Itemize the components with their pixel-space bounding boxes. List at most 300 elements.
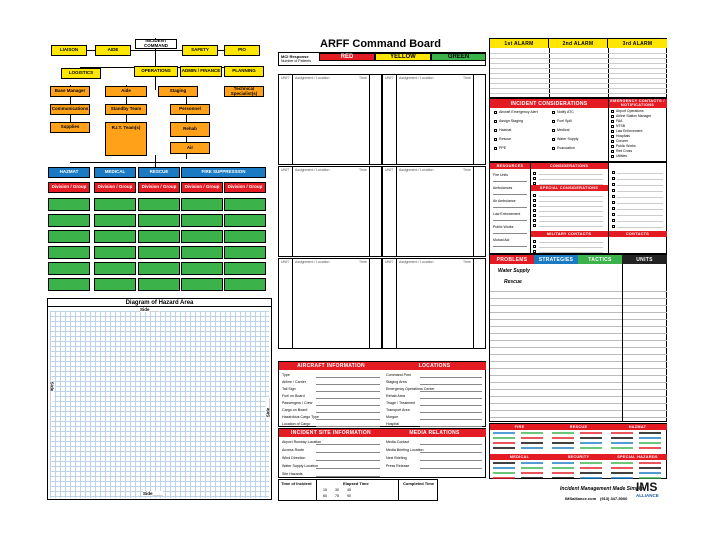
hazard-text-line: [580, 472, 602, 474]
unit-col-label: UNIT: [281, 76, 290, 80]
aircraft-locations-panel: [278, 361, 486, 427]
hazard-text-line: [611, 462, 633, 464]
field-label: Hazardous Cargo Type: [282, 415, 319, 419]
air-box[interactable]: [170, 142, 210, 154]
problem-row-line[interactable]: [490, 326, 667, 327]
mid-right-checkbox[interactable]: [612, 171, 615, 174]
second-alarm-header[interactable]: 2nd ALARM: [549, 39, 608, 48]
division-slot[interactable]: [138, 246, 180, 259]
contact-label: Utilities: [616, 154, 627, 158]
branch-0[interactable]: HAZMAT: [48, 167, 90, 178]
field-input-line[interactable]: [420, 419, 482, 420]
field-input-line[interactable]: [316, 405, 380, 406]
field-input-line[interactable]: [420, 398, 482, 399]
unit-assignment-block[interactable]: [382, 166, 486, 257]
contact-checkbox[interactable]: [611, 135, 614, 138]
mci-sub-label: Number of Patients: [281, 59, 311, 63]
staging-box[interactable]: [158, 86, 198, 97]
logistics-label: LOGISTICS: [68, 70, 94, 76]
assignment-col-label: Assignment / Location: [295, 76, 330, 80]
emergency-contacts-header: EMERGENCY CONTACTS / NOTIFICATIONS: [608, 99, 667, 108]
mid-right-checkbox[interactable]: [612, 225, 615, 228]
mid-checkbox[interactable]: [533, 209, 536, 212]
division-slot[interactable]: [94, 278, 136, 291]
first-alarm-header[interactable]: 1st ALARM: [490, 39, 549, 48]
rehab-box[interactable]: [170, 122, 210, 137]
resource-input-line[interactable]: [493, 233, 527, 234]
safety-box[interactable]: [182, 45, 218, 56]
contacts-header: CONTACTS: [608, 231, 667, 237]
resource-input-line[interactable]: [493, 207, 527, 208]
fire-header: FIRE: [490, 424, 549, 430]
mid-checkbox[interactable]: [533, 224, 536, 227]
site-media-panel: [278, 428, 486, 478]
pio-box[interactable]: [224, 45, 260, 56]
problem-row-line[interactable]: [490, 417, 667, 418]
division-slot[interactable]: [224, 198, 266, 211]
consideration-checkbox[interactable]: [494, 111, 497, 114]
resource-input-line[interactable]: [493, 220, 527, 221]
base-manager-box[interactable]: [50, 86, 90, 97]
field-input-line[interactable]: [420, 452, 482, 453]
field-label: Tail Sign: [282, 387, 296, 391]
planning-box[interactable]: [224, 66, 264, 77]
mci-label: MCI Response: [281, 54, 309, 59]
assignment-col-label: Assignment / Location: [295, 168, 330, 172]
third-alarm-header[interactable]: 3rd ALARM: [608, 39, 667, 48]
field-label: Fuel on Board: [282, 394, 305, 398]
completed-time-label: Completed Time: [403, 481, 435, 486]
supplies-label: Supplies: [60, 124, 80, 130]
elapsed-mark[interactable]: 15: [323, 488, 327, 492]
liaison-box[interactable]: [51, 45, 87, 56]
hazard-text-line: [580, 477, 602, 479]
ims-logo-sub: ALLIANCE: [636, 493, 659, 498]
hazard-text-line: [611, 442, 633, 444]
unit-col-label: UNIT: [385, 260, 394, 264]
division-slot[interactable]: [224, 246, 266, 259]
time-col-label: Time: [359, 76, 367, 80]
triage-yellow-label: YELLOW: [390, 53, 416, 60]
consideration-checkbox[interactable]: [552, 138, 555, 141]
unit-col-label: UNIT: [281, 168, 290, 172]
field-label: Cargo on Board: [282, 408, 308, 412]
division-slot[interactable]: [138, 198, 180, 211]
personnel-label: Personnel: [179, 106, 201, 112]
problem-row-line[interactable]: [490, 403, 667, 404]
time-col-label: Time: [359, 168, 367, 172]
elapsed-mark[interactable]: 75: [335, 494, 339, 498]
field-input-line[interactable]: [420, 426, 482, 427]
hazard-text-line: [493, 477, 515, 479]
field-input-line[interactable]: [420, 412, 482, 413]
contact-label: Law Enforcement: [616, 129, 643, 133]
contact-label: Red Cross: [616, 149, 633, 153]
problem-row-line[interactable]: [490, 319, 667, 320]
consideration-label: Medical: [557, 128, 570, 132]
resource-label: Mutual Aid: [493, 238, 510, 242]
division-slot[interactable]: [138, 278, 180, 291]
elapsed-time-cell[interactable]: [317, 480, 399, 501]
contact-label: FAA: [616, 119, 623, 123]
hazard-text-line: [552, 437, 574, 439]
contact-label: Airline Station Manager: [616, 114, 652, 118]
mid-checkbox[interactable]: [533, 245, 536, 248]
standby-team-box[interactable]: [105, 104, 147, 115]
unit-col-label: UNIT: [385, 76, 394, 80]
mid-checkbox[interactable]: [533, 240, 536, 243]
special-hazards-header: SPECIAL HAZARDS: [608, 454, 667, 460]
problem-row-line[interactable]: [490, 389, 667, 390]
mid-right-checkbox[interactable]: [612, 177, 615, 180]
field-label: Airline / Carrier: [282, 380, 306, 384]
problem-row-line[interactable]: [490, 361, 667, 362]
field-label: Wind Direction: [282, 456, 306, 460]
mci-response-bar: [278, 52, 486, 66]
hazard-text-line: [521, 442, 543, 444]
division-group-header[interactable]: Division / Group: [48, 182, 90, 193]
hazard-text-line: [521, 467, 543, 469]
unit-assignment-block[interactable]: [278, 258, 382, 349]
supplies-box[interactable]: [50, 122, 90, 133]
mid-checkbox[interactable]: [533, 172, 536, 175]
field-label: Press Release: [386, 464, 410, 468]
problem-row-line[interactable]: [490, 291, 667, 292]
problem-row-line[interactable]: [490, 410, 667, 411]
hazard-text-line: [521, 462, 543, 464]
contact-checkbox[interactable]: [611, 155, 614, 158]
hazard-text-line: [552, 462, 574, 464]
aircraft-info-header: AIRCRAFT INFORMATION: [279, 362, 383, 370]
contact-checkbox[interactable]: [611, 125, 614, 128]
consideration-checkbox[interactable]: [494, 129, 497, 132]
hazard-diagram-grid[interactable]: [50, 311, 269, 498]
consideration-checkbox[interactable]: [552, 111, 555, 114]
hazard-text-line: [493, 467, 515, 469]
field-label: Passengers / Crew: [282, 401, 313, 405]
planning-label: PLANNING: [232, 68, 256, 74]
problem-row-line[interactable]: [490, 375, 667, 376]
hazard-text-line: [611, 447, 633, 449]
hazard-text-line: [521, 447, 543, 449]
consideration-checkbox[interactable]: [494, 147, 497, 150]
elapsed-mark[interactable]: 45: [347, 488, 351, 492]
hazard-text-line: [639, 467, 661, 469]
field-label: Command Post: [386, 373, 411, 377]
resource-input-line[interactable]: [493, 246, 527, 247]
field-label: Media Contact: [386, 440, 410, 444]
consideration-label: Water Supply: [557, 137, 579, 141]
footer-tagline: Incident Management Made Simple: [560, 486, 644, 492]
division-slot[interactable]: [224, 262, 266, 275]
mid-right-checkbox[interactable]: [612, 201, 615, 204]
field-input-line[interactable]: [316, 384, 380, 385]
division-slot[interactable]: [181, 246, 223, 259]
personnel-box[interactable]: [170, 104, 210, 115]
admin-finance-label: ADMIN / FINANCE: [181, 68, 221, 74]
field-input-line[interactable]: [316, 398, 380, 399]
completed-time-cell[interactable]: [399, 480, 437, 501]
strategies-header[interactable]: STRATEGIES: [534, 255, 578, 264]
problems-panel: [489, 254, 667, 422]
division-slot[interactable]: [138, 262, 180, 275]
problem-row-line[interactable]: [490, 305, 667, 306]
field-input-line[interactable]: [316, 419, 380, 420]
unit-col-label: UNIT: [385, 168, 394, 172]
consideration-checkbox[interactable]: [552, 120, 555, 123]
ims-logo: [636, 480, 657, 494]
hazard-text-line: [639, 442, 661, 444]
problem-row-line[interactable]: [490, 347, 667, 348]
time-col-label: Time: [359, 260, 367, 264]
division-slot[interactable]: [181, 262, 223, 275]
admin-finance-box[interactable]: [180, 66, 222, 77]
consideration-label: PPE: [499, 146, 507, 150]
division-slot[interactable]: [48, 198, 90, 211]
hazard-text-line: [611, 472, 633, 474]
technical-specialist-box[interactable]: [224, 86, 264, 97]
problem-row-line[interactable]: [490, 382, 667, 383]
resources-panel: [489, 162, 667, 254]
hazard-side-top: Side____: [140, 307, 160, 312]
liaison-label: LIAISON: [59, 47, 79, 53]
site-info-header: INCIDENT SITE INFORMATION: [279, 429, 383, 437]
consideration-label: Evacuation: [557, 146, 575, 150]
ops-aide-label: Aide: [121, 88, 131, 94]
field-input-line[interactable]: [316, 444, 380, 445]
problem-water-supply: Water Supply: [498, 268, 530, 274]
special-considerations-header: SPECIAL CONSIDERATIONS: [530, 185, 608, 191]
triage-yellow[interactable]: [375, 53, 431, 61]
contact-label: Airport Operations: [616, 109, 644, 113]
triage-red[interactable]: [319, 53, 375, 61]
consideration-checkbox[interactable]: [494, 138, 497, 141]
mid-checkbox[interactable]: [533, 199, 536, 202]
rit-team-label: R.I.T. Team(s): [111, 125, 141, 130]
unit-assignment-block[interactable]: [278, 74, 382, 165]
elapsed-mark[interactable]: 60: [323, 494, 327, 498]
hazard-text-line: [580, 447, 602, 449]
contact-checkbox[interactable]: [611, 130, 614, 133]
hazard-text-line: [493, 442, 515, 444]
footer-web[interactable]: IMSalliance.com: [565, 496, 597, 501]
problem-row-line[interactable]: [490, 396, 667, 397]
problem-row-line[interactable]: [490, 368, 667, 369]
mid-right-checkbox[interactable]: [612, 213, 615, 216]
field-input-line[interactable]: [316, 460, 380, 461]
division-slot[interactable]: [181, 214, 223, 227]
field-input-line[interactable]: [316, 412, 380, 413]
division-group-header[interactable]: Division / Group: [138, 182, 180, 193]
mid-checkbox[interactable]: [533, 194, 536, 197]
resource-label: Fire Units: [493, 173, 508, 177]
hazard-diagram-title: Diagram of Hazard Area: [48, 299, 271, 307]
hazard-text-line: [493, 437, 515, 439]
division-slot[interactable]: [224, 278, 266, 291]
problem-row-line[interactable]: [490, 333, 667, 334]
incident-command-box[interactable]: [135, 39, 177, 49]
hazard-text-line: [521, 437, 543, 439]
operations-box[interactable]: [134, 66, 178, 77]
hazard-text-line: [521, 477, 543, 479]
unit-assignment-block[interactable]: [278, 166, 382, 257]
mid-right-checkbox[interactable]: [612, 183, 615, 186]
contact-checkbox[interactable]: [611, 120, 614, 123]
field-label: Water Supply Location: [282, 464, 319, 468]
resource-input-line[interactable]: [493, 181, 527, 182]
problem-row-line[interactable]: [490, 298, 667, 299]
assignment-col-label: Assignment / Location: [399, 168, 434, 172]
time-of-incident-label: Time of Incident: [281, 481, 312, 486]
field-input-line[interactable]: [420, 444, 482, 445]
division-slot[interactable]: [48, 246, 90, 259]
hazard-side-bottom: Side____: [143, 491, 163, 496]
mid-right-checkbox[interactable]: [612, 207, 615, 210]
mid-checkbox[interactable]: [533, 204, 536, 207]
division-slot[interactable]: [181, 278, 223, 291]
problem-row-line[interactable]: [490, 340, 667, 341]
hazard-text-line: [639, 437, 661, 439]
rit-team-box[interactable]: [105, 122, 147, 156]
problem-rescue: Rescue: [504, 279, 522, 285]
division-slot[interactable]: [48, 262, 90, 275]
division-group-header[interactable]: Division / Group: [181, 182, 223, 193]
rehab-label: Rehab: [183, 126, 197, 132]
problem-row-line[interactable]: [490, 354, 667, 355]
branch-3[interactable]: FIRE SUPPRESSION: [181, 167, 266, 178]
division-slot[interactable]: [94, 262, 136, 275]
hazard-text-line: [493, 472, 515, 474]
communications-box[interactable]: [50, 104, 90, 115]
standby-team-label: Standby Team: [110, 106, 142, 112]
division-slot[interactable]: [94, 214, 136, 227]
assignment-col-label: Assignment / Location: [399, 76, 434, 80]
aide-box[interactable]: [95, 45, 131, 56]
mid-right-checkbox[interactable]: [612, 219, 615, 222]
mid-checkbox[interactable]: [533, 219, 536, 222]
division-slot[interactable]: [138, 214, 180, 227]
staging-label: Staging: [169, 88, 187, 94]
mid-checkbox[interactable]: [533, 250, 536, 253]
rescue-header: RESCUE: [549, 424, 608, 430]
resource-input-line[interactable]: [493, 194, 527, 195]
contact-label: NTSB: [616, 124, 626, 128]
tactics-header[interactable]: TACTICS: [578, 255, 622, 264]
considerations-panel: [489, 98, 667, 162]
hazard-text-line: [552, 467, 574, 469]
field-input-line[interactable]: [420, 384, 482, 385]
hazard-text-line: [639, 477, 661, 479]
hazmat-header: HAZMAT: [608, 424, 667, 430]
resource-label: Ambulances: [493, 186, 513, 190]
field-label: Morgue: [386, 415, 399, 419]
contact-checkbox[interactable]: [611, 140, 614, 143]
mid-checkbox[interactable]: [533, 182, 536, 185]
triage-green[interactable]: [431, 53, 486, 61]
hazard-text-line: [611, 432, 633, 434]
unit-col-label: UNIT: [281, 260, 290, 264]
division-slot[interactable]: [224, 214, 266, 227]
field-input-line[interactable]: [316, 426, 380, 427]
division-slot[interactable]: [48, 278, 90, 291]
field-input-line[interactable]: [420, 405, 482, 406]
field-input-line[interactable]: [420, 460, 482, 461]
division-group-header[interactable]: Division / Group: [224, 182, 266, 193]
field-input-line[interactable]: [316, 476, 380, 477]
ops-aide-box[interactable]: [105, 86, 147, 97]
elapsed-mark[interactable]: 30: [335, 488, 339, 492]
unit-assignment-block[interactable]: [382, 258, 486, 349]
field-input-line[interactable]: [420, 468, 482, 469]
division-slot[interactable]: [224, 230, 266, 243]
contact-checkbox[interactable]: [611, 145, 614, 148]
resource-label: Public Works: [493, 225, 514, 229]
mid-right-checkbox[interactable]: [612, 189, 615, 192]
mid-checkbox[interactable]: [533, 177, 536, 180]
problems-header[interactable]: PROBLEMS: [490, 255, 534, 264]
triage-green-label: GREEN: [447, 53, 470, 60]
logistics-box[interactable]: [61, 68, 101, 79]
division-group-header[interactable]: Division / Group: [94, 182, 136, 193]
mid-right-checkbox[interactable]: [612, 195, 615, 198]
problem-row-line[interactable]: [490, 312, 667, 313]
technical-specialist-label: Technical Specialist(s): [230, 85, 258, 96]
unit-assignment-block[interactable]: [382, 74, 486, 165]
hazard-text-line: [580, 432, 602, 434]
division-slot[interactable]: [181, 230, 223, 243]
division-slot[interactable]: [94, 198, 136, 211]
contact-checkbox[interactable]: [611, 115, 614, 118]
division-slot[interactable]: [181, 198, 223, 211]
contact-checkbox[interactable]: [611, 150, 614, 153]
division-slot[interactable]: [94, 230, 136, 243]
field-input-line[interactable]: [420, 377, 482, 378]
division-slot[interactable]: [48, 230, 90, 243]
hazard-side-right: Side____: [265, 397, 271, 418]
field-input-line[interactable]: [316, 468, 380, 469]
field-input-line[interactable]: [316, 452, 380, 453]
consideration-checkbox[interactable]: [494, 120, 497, 123]
time-of-incident-cell[interactable]: [279, 480, 317, 501]
media-relations-header: MEDIA RELATIONS: [383, 429, 486, 437]
mid-checkbox[interactable]: [533, 214, 536, 217]
division-slot[interactable]: [48, 214, 90, 227]
hazard-text-line: [639, 447, 661, 449]
field-input-line[interactable]: [316, 377, 380, 378]
branch-1[interactable]: MEDICAL: [94, 167, 136, 178]
elapsed-mark[interactable]: 90: [347, 494, 351, 498]
hazard-text-line: [611, 467, 633, 469]
field-label: Next Briefing: [386, 456, 407, 460]
hazard-text-line: [611, 477, 633, 479]
hazard-text-line: [493, 462, 515, 464]
field-label: Site Hazards: [282, 472, 303, 476]
units-header[interactable]: UNITS: [622, 255, 667, 264]
consideration-label: Hazmat: [499, 128, 512, 132]
consideration-checkbox[interactable]: [552, 129, 555, 132]
contact-checkbox[interactable]: [611, 110, 614, 113]
branch-2[interactable]: RESCUE: [138, 167, 180, 178]
field-input-line[interactable]: [316, 391, 380, 392]
security-header: SECURITY: [549, 454, 608, 460]
division-slot[interactable]: [94, 246, 136, 259]
hazard-text-line: [611, 437, 633, 439]
consideration-checkbox[interactable]: [552, 147, 555, 150]
resource-label: Law Enforcement: [493, 212, 521, 216]
division-slot[interactable]: [138, 230, 180, 243]
field-input-line[interactable]: [420, 391, 482, 392]
locations-header: LOCATIONS: [383, 362, 486, 370]
